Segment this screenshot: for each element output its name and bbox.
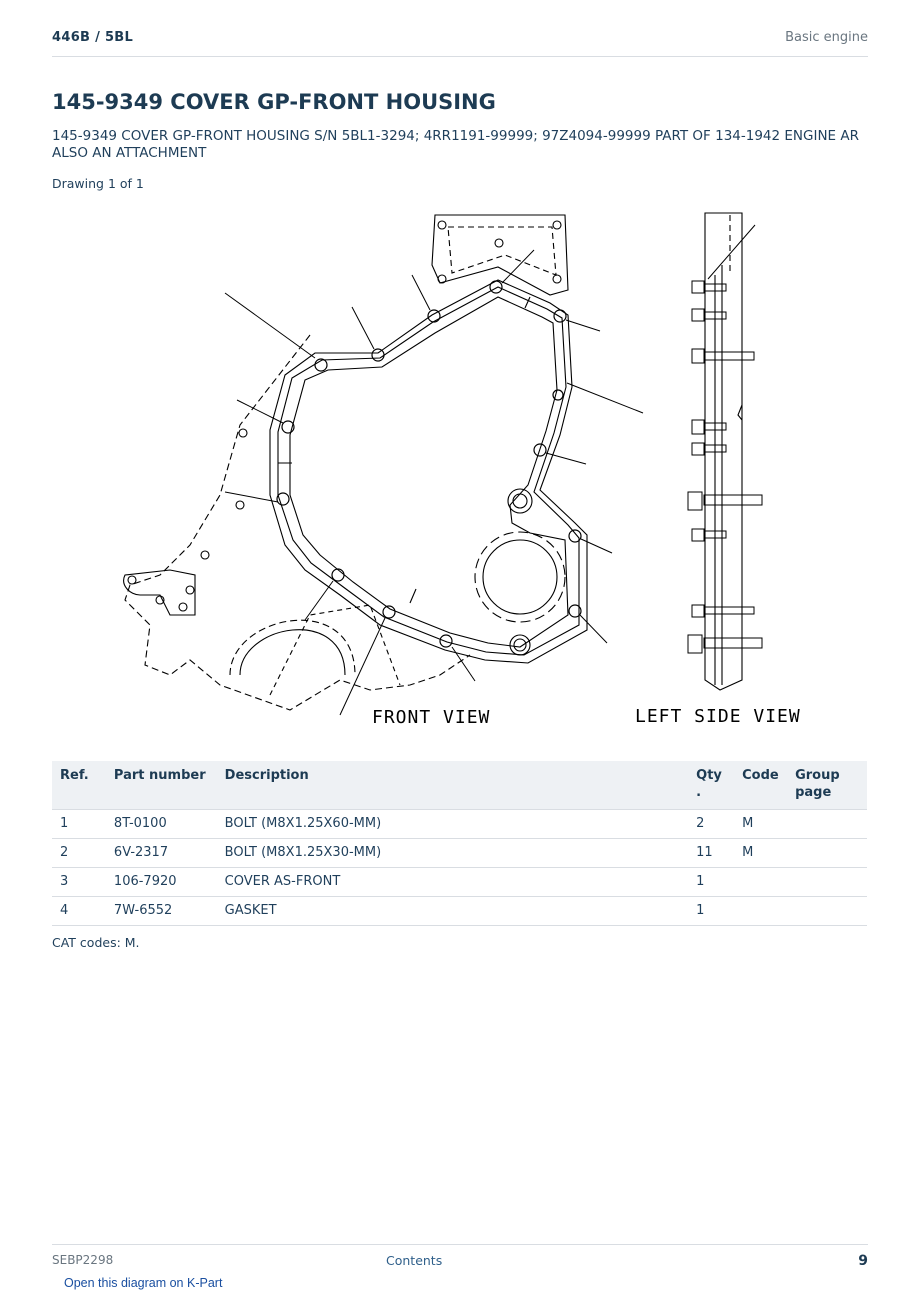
cell-qty: 11 <box>688 839 734 868</box>
cell-description: BOLT (M8X1.25X30-MM) <box>217 839 688 868</box>
header-description: Description <box>217 761 688 810</box>
cell-ref: 2 <box>52 839 106 868</box>
cell-code: M <box>734 810 787 839</box>
cell-part-number: 7W-6552 <box>106 897 217 926</box>
cell-code: M <box>734 839 787 868</box>
page-title: 145-9349 COVER GP-FRONT HOUSING <box>52 90 496 114</box>
header-group-page: Group page <box>787 761 867 810</box>
cell-qty: 1 <box>688 897 734 926</box>
front-view-label: FRONT VIEW <box>372 707 491 728</box>
doc-id: SEBP2298 <box>52 1253 114 1267</box>
cell-group-page <box>787 810 867 839</box>
page-header <box>52 28 868 57</box>
cell-description: GASKET <box>217 897 688 926</box>
page-subtitle: 145-9349 COVER GP-FRONT HOUSING S/N 5BL1-3294; 4RR1191-99999; 97Z4094-99999 PART OF 134-1942 ENGINE AR ALSO AN ATTACHMENT <box>52 128 859 161</box>
table-row <box>52 897 867 926</box>
cat-codes-note: CAT codes: M. <box>52 935 140 950</box>
cell-part-number: 8T-0100 <box>106 810 217 839</box>
table-row <box>52 839 867 868</box>
contents-link[interactable]: Contents <box>386 1253 443 1268</box>
model-label: 446B / 5BL <box>52 30 134 45</box>
header-part-number: Part number <box>106 761 217 810</box>
left-side-view-label: LEFT SIDE VIEW <box>635 706 801 727</box>
cell-code <box>734 868 787 897</box>
housing-outline <box>125 335 470 710</box>
header-code: Code <box>734 761 787 810</box>
cell-group-page <box>787 868 867 897</box>
table-header-row <box>52 761 867 810</box>
table-row <box>52 810 867 839</box>
page-footer <box>52 1244 868 1275</box>
cell-qty: 2 <box>688 810 734 839</box>
cell-group-page <box>787 897 867 926</box>
header-ref: Ref. <box>52 761 106 810</box>
cover-gasket <box>278 287 579 655</box>
cell-qty: 1 <box>688 868 734 897</box>
cell-ref: 1 <box>52 810 106 839</box>
side-bolts <box>688 281 762 653</box>
parts-diagram <box>110 205 810 735</box>
cell-description: COVER AS-FRONT <box>217 868 688 897</box>
cover-inner <box>290 297 568 647</box>
page-number: 9 <box>858 1253 868 1269</box>
drawing-count: Drawing 1 of 1 <box>52 176 144 191</box>
kpart-diagram-link[interactable]: Open this diagram on K-Part <box>64 1276 223 1290</box>
table-row <box>52 868 867 897</box>
header-qty: Qty . <box>688 761 734 810</box>
cell-part-number: 106-7920 <box>106 868 217 897</box>
cell-code <box>734 897 787 926</box>
cell-group-page <box>787 839 867 868</box>
cell-description: BOLT (M8X1.25X60-MM) <box>217 810 688 839</box>
cell-part-number: 6V-2317 <box>106 839 217 868</box>
cell-ref: 4 <box>52 897 106 926</box>
section-label: Basic engine <box>785 30 868 45</box>
parts-table <box>52 761 867 926</box>
cell-ref: 3 <box>52 868 106 897</box>
